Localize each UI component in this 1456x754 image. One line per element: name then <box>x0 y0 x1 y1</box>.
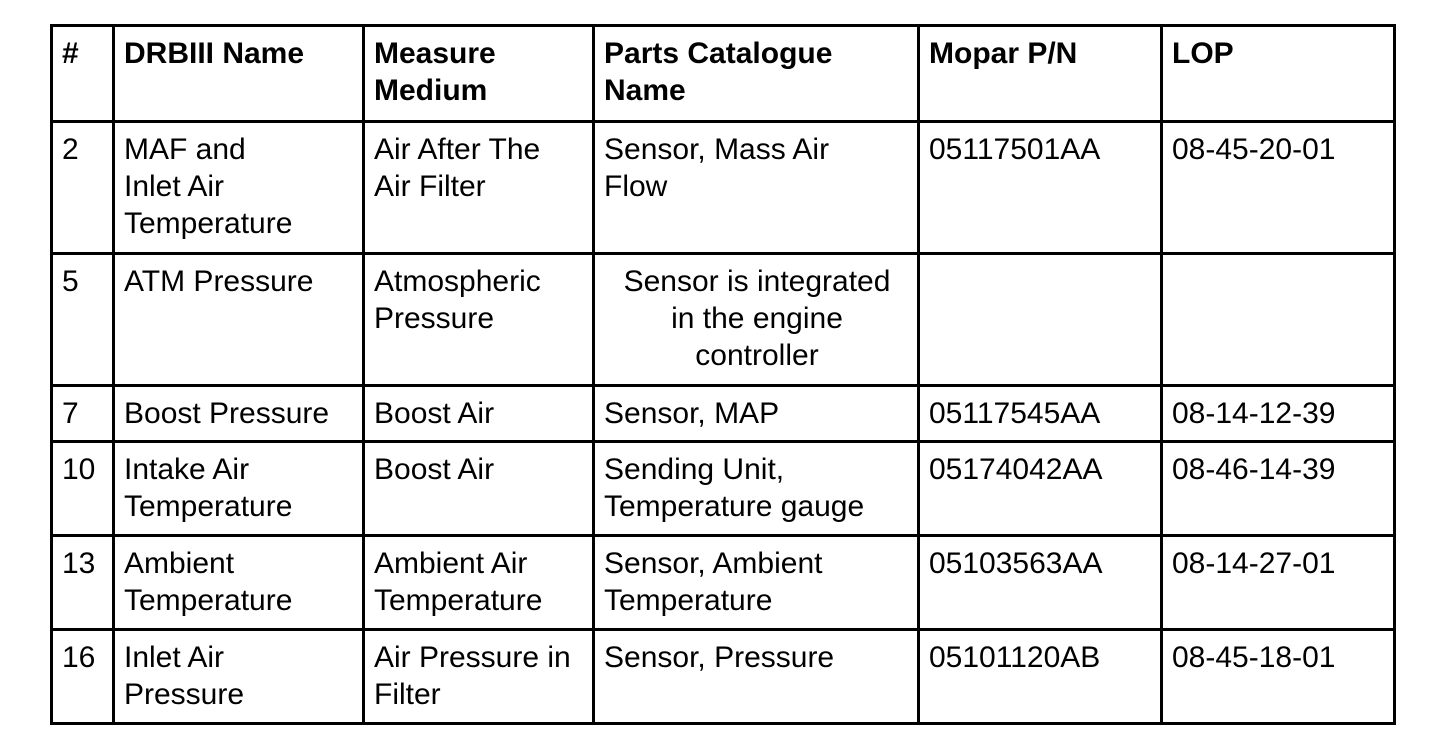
table-row <box>52 254 1395 386</box>
column-header-number: # <box>52 26 114 122</box>
cell-parts-catalogue-name: Sensor, Pressure <box>594 630 919 724</box>
column-header-mopar-pn: Mopar P/N <box>919 26 1162 122</box>
table-row <box>52 536 1395 630</box>
column-header-drbiii-name: DRBIII Name <box>114 26 364 122</box>
cell-drbiii-name: Inlet Air Pressure <box>114 630 364 724</box>
cell-drbiii-name: MAF and Inlet Air Temperature <box>114 122 364 254</box>
cell-number: 13 <box>52 536 114 630</box>
column-header-measure-medium: Measure Medium <box>364 26 594 122</box>
cell-mopar-pn: 05117501AA <box>919 122 1162 254</box>
cell-parts-catalogue-name: Sensor, MAP <box>594 386 919 442</box>
cell-drbiii-name: Ambient Temperature <box>114 536 364 630</box>
cell-number: 5 <box>52 254 114 386</box>
cell-drbiii-name: Intake Air Temperature <box>114 442 364 536</box>
cell-mopar-pn: 05117545AA <box>919 386 1162 442</box>
cell-mopar-pn: 05103563AA <box>919 536 1162 630</box>
column-header-parts-catalogue-name: Parts Catalogue Name <box>594 26 919 122</box>
cell-parts-catalogue-name: Sending Unit, Temperature gauge <box>594 442 919 536</box>
cell-mopar-pn: 05174042AA <box>919 442 1162 536</box>
cell-drbiii-name: Boost Pressure <box>114 386 364 442</box>
table-row <box>52 122 1395 254</box>
cell-lop <box>1162 254 1395 386</box>
cell-measure-medium: Atmospheric Pressure <box>364 254 594 386</box>
sensor-parts-table <box>50 24 1396 725</box>
cell-lop: 08-45-20-01 <box>1162 122 1395 254</box>
table-row <box>52 442 1395 536</box>
cell-drbiii-name: ATM Pressure <box>114 254 364 386</box>
cell-measure-medium: Boost Air <box>364 386 594 442</box>
cell-lop: 08-46-14-39 <box>1162 442 1395 536</box>
cell-measure-medium: Ambient Air Temperature <box>364 536 594 630</box>
cell-lop: 08-14-27-01 <box>1162 536 1395 630</box>
cell-parts-catalogue-name: Sensor, Ambient Temperature <box>594 536 919 630</box>
cell-measure-medium: Boost Air <box>364 442 594 536</box>
cell-number: 16 <box>52 630 114 724</box>
table-row <box>52 630 1395 724</box>
cell-parts-catalogue-name: Sensor is integrated in the engine controller <box>594 254 919 386</box>
column-header-lop: LOP <box>1162 26 1395 122</box>
cell-parts-catalogue-name: Sensor, Mass Air Flow <box>594 122 919 254</box>
table-header-row <box>52 26 1395 122</box>
cell-lop: 08-14-12-39 <box>1162 386 1395 442</box>
cell-number: 10 <box>52 442 114 536</box>
cell-mopar-pn: 05101120AB <box>919 630 1162 724</box>
cell-number: 2 <box>52 122 114 254</box>
cell-measure-medium: Air Pressure in Filter <box>364 630 594 724</box>
cell-measure-medium: Air After The Air Filter <box>364 122 594 254</box>
table-row <box>52 386 1395 442</box>
cell-number: 7 <box>52 386 114 442</box>
cell-mopar-pn <box>919 254 1162 386</box>
cell-lop: 08-45-18-01 <box>1162 630 1395 724</box>
